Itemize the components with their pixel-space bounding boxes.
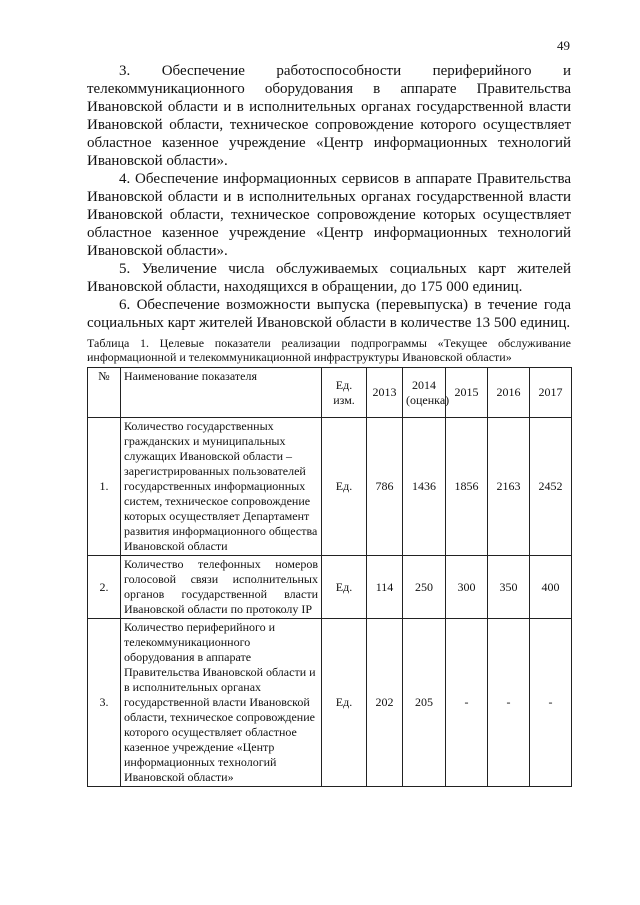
row-1-2016: 2163 xyxy=(488,418,530,556)
row-3-2016: - xyxy=(488,619,530,787)
row-1-2017: 2452 xyxy=(530,418,572,556)
row-2-2016: 350 xyxy=(488,556,530,619)
row-2-2013: 114 xyxy=(367,556,403,619)
row-1-2014: 1436 xyxy=(403,418,446,556)
row-2-unit: Ед. xyxy=(322,556,367,619)
row-1-name: Количество государственных гражданских и муниципальных служащих Ивановской области – зарегистрированных пользователей государственных информационных систем, техническое сопровождение которых осуществляет Департамент развития информационного общества Ивановской области xyxy=(121,418,322,556)
row-3-unit: Ед. xyxy=(322,619,367,787)
header-2017: 2017 xyxy=(530,368,572,418)
table-caption: Таблица 1. Целевые показатели реализации подпрограммы «Текущее обслуживание информационной и телекоммуникационной инфраструктуры Ивановской области» xyxy=(87,336,571,364)
table-row xyxy=(88,619,572,787)
row-3-2015: - xyxy=(446,619,488,787)
header-2016: 2016 xyxy=(488,368,530,418)
header-name: Наименование показателя xyxy=(121,368,322,418)
paragraph-6: 6. Обеспечение возможности выпуска (перевыпуска) в течение года социальных карт жителей Ивановской области в количестве 13 500 единиц. xyxy=(87,297,571,331)
page-number: 49 xyxy=(557,38,570,53)
row-1-2013: 786 xyxy=(367,418,403,556)
table-row xyxy=(88,556,572,619)
row-3-2017: - xyxy=(530,619,572,787)
table-row xyxy=(88,418,572,556)
header-2014: 2014 (оценка) xyxy=(403,368,446,418)
row-2-2014: 250 xyxy=(403,556,446,619)
row-3-2013: 202 xyxy=(367,619,403,787)
header-2013: 2013 xyxy=(367,368,403,418)
indicators-table xyxy=(87,367,572,787)
header-2015: 2015 xyxy=(446,368,488,418)
body-text xyxy=(87,62,571,332)
paragraph-3: 3. Обеспечение работоспособности периферийного и телекоммуникационного оборудования в аппарате Правительства Ивановской области и в исполнительных органах государственной власти Ивановской области, техническое сопровождение которого осуществляет областное казенное учреждение «Центр информационных технологий Ивановской области». xyxy=(87,63,571,169)
row-1-2015: 1856 xyxy=(446,418,488,556)
header-num: № xyxy=(88,368,121,418)
paragraph-4: 4. Обеспечение информационных сервисов в аппарате Правительства Ивановской области и в исполнительных органах государственной власти Ивановской области, техническое сопровождение которых осуществляет областное казенное учреждение «Центр информационных технологий Ивановской области». xyxy=(87,171,571,259)
row-1-unit: Ед. xyxy=(322,418,367,556)
row-2-2015: 300 xyxy=(446,556,488,619)
row-1-num: 1. xyxy=(88,418,121,556)
row-3-2014: 205 xyxy=(403,619,446,787)
row-3-num: 3. xyxy=(88,619,121,787)
row-2-num: 2. xyxy=(88,556,121,619)
header-unit: Ед. изм. xyxy=(322,368,367,418)
row-2-name: Количество телефонных номеров голосовой связи исполнительных органов государственной власти Ивановской области по протоколу IP xyxy=(121,556,322,619)
paragraph-5: 5. Увеличение числа обслуживаемых социальных карт жителей Ивановской области, находящихся в обращении, до 175 000 единиц. xyxy=(87,261,571,295)
table-header-row xyxy=(88,368,572,418)
row-3-name: Количество периферийного и телекоммуникационного оборудования в аппарате Правительства Ивановской области и в исполнительных органах государственной власти Ивановской области, техническое сопровождение которого осуществляет областное казенное учреждение «Центр информационных технологий Ивановской области» xyxy=(121,619,322,787)
row-2-2017: 400 xyxy=(530,556,572,619)
